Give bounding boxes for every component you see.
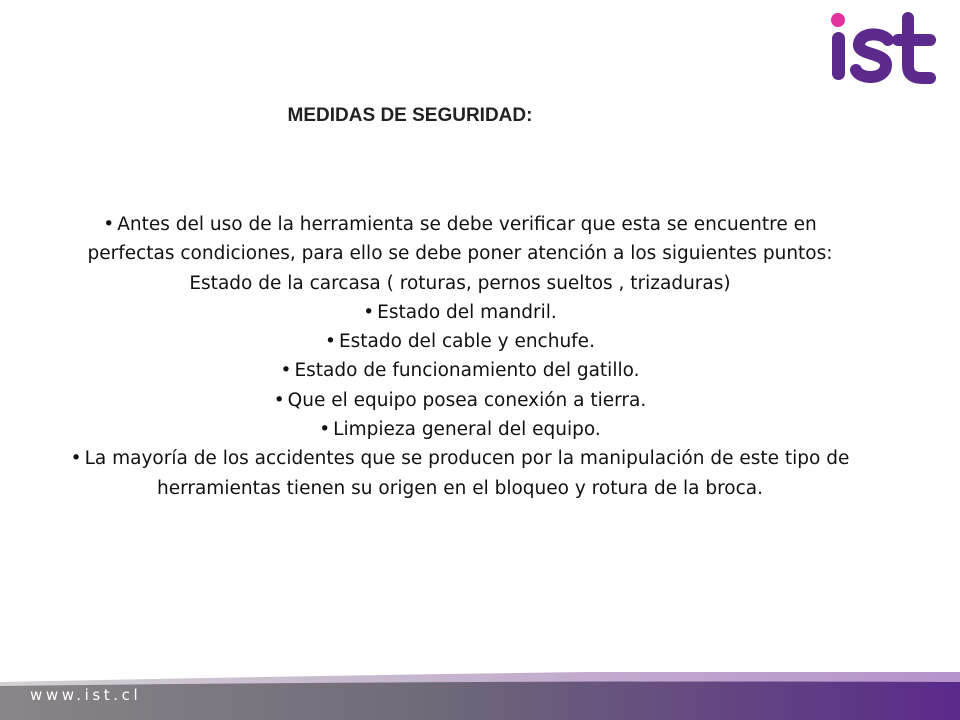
bullet: • xyxy=(363,301,375,323)
line-text: Estado del mandril. xyxy=(377,301,557,323)
line-text: Limpieza general del equipo. xyxy=(333,419,601,441)
content-line xyxy=(20,298,900,327)
line-text: herramientas tienen su origen en el bloqueo y rotura de la broca. xyxy=(156,477,764,499)
content-line xyxy=(20,386,900,415)
content-line xyxy=(20,415,900,444)
content-line xyxy=(20,269,900,298)
content-line xyxy=(20,474,900,503)
content-line xyxy=(20,444,900,473)
content-line xyxy=(20,356,900,385)
line-text: Estado del cable y enchufe. xyxy=(338,331,595,353)
line-text: Antes del uso de la herramienta se debe verificar que esta se encuentre en xyxy=(117,214,817,235)
line-text: La mayoría de los accidentes que se producen por la manipulación de este tipo de xyxy=(84,448,850,470)
line-text: Estado de la carcasa ( roturas, pernos sueltos , trizaduras) xyxy=(189,272,731,294)
bullet: • xyxy=(273,389,285,411)
bullet: • xyxy=(319,419,331,441)
bullet: • xyxy=(70,448,82,470)
content-block xyxy=(20,210,900,503)
content-line xyxy=(20,239,900,268)
slide-title: MEDIDAS DE SEGURIDAD: xyxy=(287,105,533,126)
footer-band xyxy=(0,672,960,720)
line-text: Estado de funcionamiento del gatillo. xyxy=(294,360,640,382)
bullet: • xyxy=(325,331,336,353)
bullet: • xyxy=(280,360,292,382)
line-text: Que el equipo posea conexión a tierra. xyxy=(287,389,647,411)
footer-url[interactable]: www.ist.cl xyxy=(30,686,142,704)
ist-logo xyxy=(826,10,942,88)
line-text: perfectas condiciones, para ello se debe poner atención a los siguientes puntos: xyxy=(87,243,833,265)
content-line xyxy=(20,210,900,239)
bullet: • xyxy=(103,214,115,235)
content-line xyxy=(20,327,900,356)
